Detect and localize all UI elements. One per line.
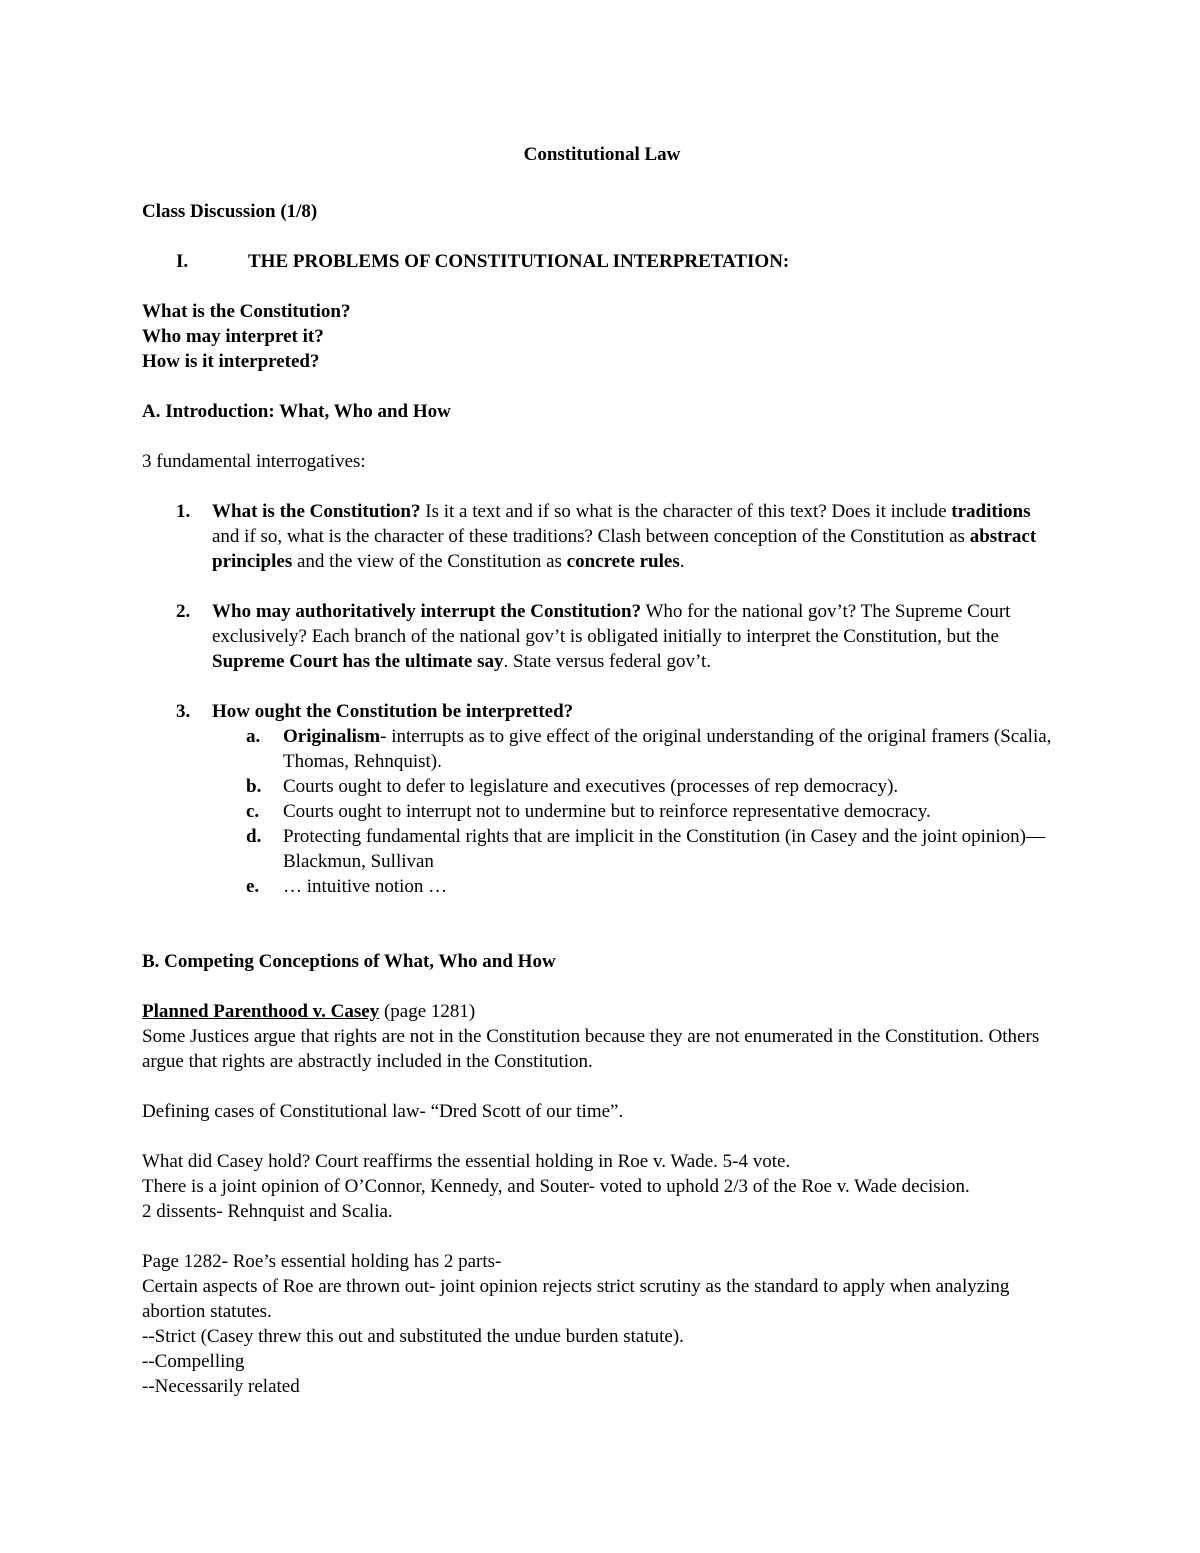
paragraph-line: Certain aspects of Roe are thrown out- joint opinion rejects strict scrutiny as the standard to apply when analyzing abortion statutes. xyxy=(142,1276,1010,1322)
sub-text: Courts ought to interrupt not to undermine but to reinforce representative democracy. xyxy=(283,801,931,822)
paragraph-line: --Compelling xyxy=(142,1351,245,1372)
sub-text: - interrupts as to give effect of the original understanding of the original framers (Scalia, Thomas, Rehnquist). xyxy=(283,726,1052,772)
item-text: Who for the national gov’t? The Supreme Court exclusively? Each branch of the national gov’t is obligated initially to interpret the Constitution, but the xyxy=(212,601,1011,647)
item-2-content xyxy=(212,599,1062,674)
section-a-heading: A. Introduction: What, Who and How xyxy=(142,401,451,422)
section-i-text: THE PROBLEMS OF CONSTITUTIONAL INTERPRETATION: xyxy=(248,251,790,272)
item-number: 3. xyxy=(176,701,191,722)
paragraph-line: --Strict (Casey threw this out and substituted the undue burden statute). xyxy=(142,1326,684,1347)
sublist-item xyxy=(212,799,1062,824)
sub-letter: b. xyxy=(246,776,262,797)
sublist-item xyxy=(212,774,1062,799)
document-title: Constitutional Law xyxy=(523,144,681,165)
sublist-item xyxy=(212,874,1062,899)
sub-text: Courts ought to defer to legislature and executives (processes of rep democracy). xyxy=(283,776,899,797)
sub-text: … intuitive notion … xyxy=(283,876,448,897)
paragraph-line: There is a joint opinion of O’Connor, Kennedy, and Souter- voted to uphold 2/3 of the Roe v. Wade decision. xyxy=(142,1176,970,1197)
sub-letter: a. xyxy=(246,726,261,747)
item-2-question: Who may authoritatively interrupt the Constitution? xyxy=(212,601,642,622)
section-b-heading: B. Competing Conceptions of What, Who and How xyxy=(142,951,556,972)
sub-letter: c. xyxy=(246,801,260,822)
paragraph-defining: Defining cases of Constitutional law- “Dred Scott of our time”. xyxy=(142,1101,624,1122)
paragraph-line: Page 1282- Roe’s essential holding has 2 parts- xyxy=(142,1251,502,1272)
item-bold-term: concrete rules xyxy=(566,551,680,572)
sublist-item xyxy=(212,724,1062,774)
paragraph-line: What did Casey hold? Court reaffirms the essential holding in Roe v. Wade. 5-4 vote. xyxy=(142,1151,791,1172)
sublist-item xyxy=(212,824,1062,874)
list-item xyxy=(142,599,1062,674)
sub-letter: d. xyxy=(246,826,262,847)
question-2: Who may interpret it? xyxy=(142,326,324,347)
document-page xyxy=(142,142,1062,1399)
casey-case-name: Planned Parenthood v. Casey xyxy=(142,1001,380,1022)
interpretation-sublist xyxy=(212,724,1062,899)
paragraph-line: 2 dissents- Rehnquist and Scalia. xyxy=(142,1201,393,1222)
item-text: and if so, what is the character of these traditions? Clash between conception of the Constitution as xyxy=(212,526,970,547)
section-i-heading xyxy=(142,249,1062,274)
item-number: 2. xyxy=(176,601,191,622)
item-bold-term: abstract principles xyxy=(212,526,1037,572)
section-i-number: I. xyxy=(176,251,189,272)
item-text: . xyxy=(679,551,685,572)
item-text: and the view of the Constitution as xyxy=(292,551,567,572)
item-number: 1. xyxy=(176,501,191,522)
sub-text: Protecting fundamental rights that are implicit in the Constitution (in Casey and the joint opinion)—Blackmun, Sullivan xyxy=(283,826,1045,872)
casey-heading xyxy=(142,999,1062,1024)
item-text: . State versus federal gov’t. xyxy=(503,651,712,672)
item-3-question: How ought the Constitution be interpretted? xyxy=(212,701,574,722)
item-1-content xyxy=(212,499,1062,574)
casey-page-ref: (page 1281) xyxy=(379,1001,476,1022)
item-text: Is it a text and if so what is the character of this text? Does it include xyxy=(420,501,952,522)
question-3: How is it interpreted? xyxy=(142,351,320,372)
fundamental-line: 3 fundamental interrogatives: xyxy=(142,451,366,472)
item-bold-term: traditions xyxy=(951,501,1031,522)
interrogatives-list xyxy=(142,499,1062,899)
paragraph-line: --Necessarily related xyxy=(142,1376,300,1397)
sub-bold-term: Originalism xyxy=(283,726,381,747)
sub-letter: e. xyxy=(246,876,260,897)
item-bold-term: Supreme Court has the ultimate say xyxy=(212,651,504,672)
list-item xyxy=(142,699,1062,899)
question-1: What is the Constitution? xyxy=(142,301,351,322)
item-3-content xyxy=(212,699,1062,899)
item-1-question: What is the Constitution? xyxy=(212,501,421,522)
class-discussion-heading: Class Discussion (1/8) xyxy=(142,201,318,222)
list-item xyxy=(142,499,1062,574)
paragraph-rights: Some Justices argue that rights are not in the Constitution because they are not enumerated in the Constitution. Others argue that rights are abstractly included in the Constitution. xyxy=(142,1026,1040,1072)
